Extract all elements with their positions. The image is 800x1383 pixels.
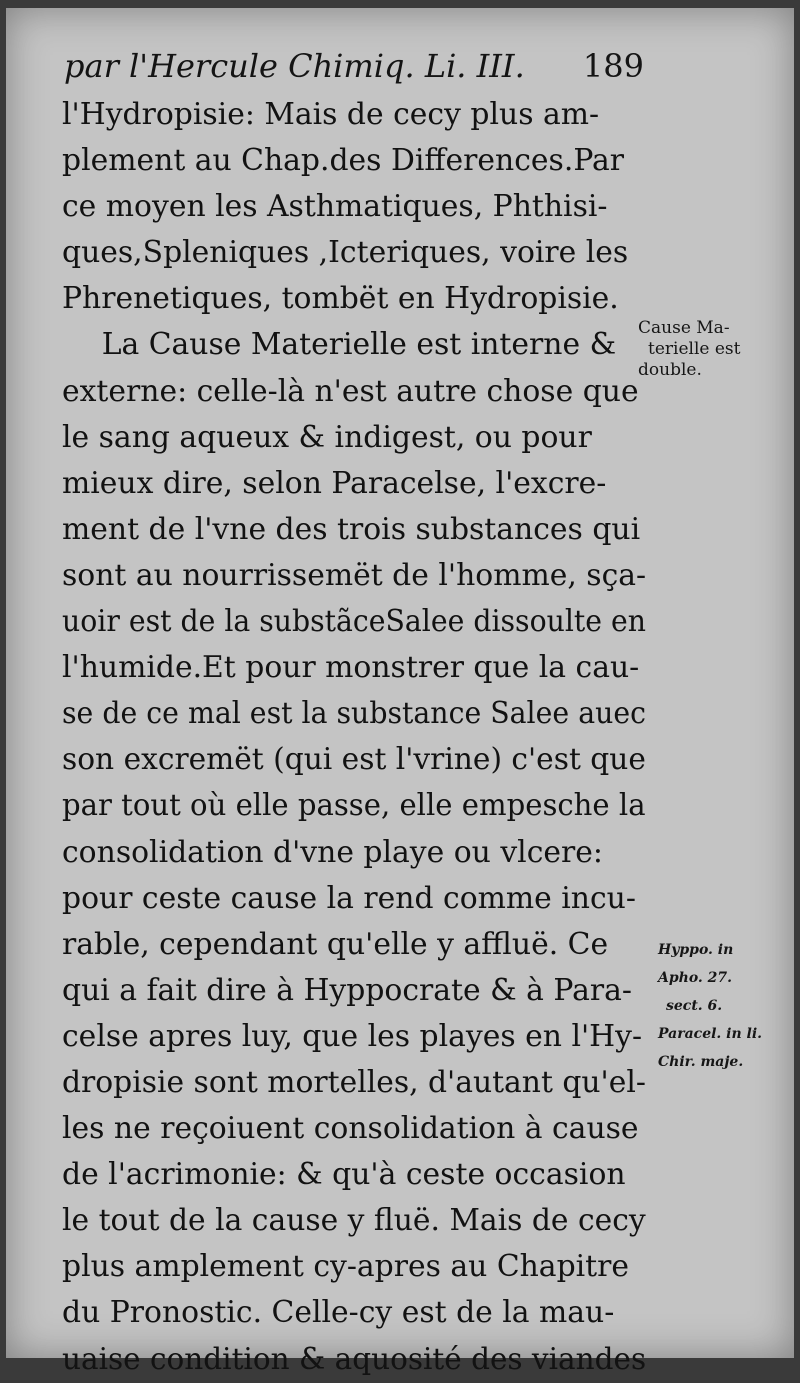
main-text (62, 92, 650, 1383)
margin-note-hyppocrate (658, 936, 793, 1076)
text-line: ce moyen les Asthmatiques, Phthisi- (62, 189, 608, 225)
text-line: les ne reçoiuent consolidation à cause (62, 1111, 639, 1147)
text-line: ment de l'vne des trois substances qui (62, 511, 641, 547)
text-line: sont au nourrissemët de l'homme, sça- (62, 557, 647, 593)
text-line: pour ceste cause la rend comme incu- (62, 880, 636, 916)
text-line: l'humide.Et pour monstrer que la cau- (62, 650, 640, 686)
text-line: plus amplement cy-apres au Chapitre (62, 1249, 630, 1285)
text-line: Phrenetiques, tombët en Hydropisie. (62, 281, 619, 317)
margin-note-cause (638, 318, 788, 381)
margin-note-line: Apho. 27. (658, 970, 733, 986)
text-line: plement au Chap.des Differences.Par (62, 143, 625, 179)
text-line: celse apres luy, que les playes en l'Hy- (62, 1018, 643, 1054)
margin-note-line: sect. 6. (666, 998, 723, 1014)
margin-note-line: double. (638, 360, 702, 380)
text-line: mieux dire, selon Paracelse, l'excre- (62, 465, 607, 501)
text-line: le sang aqueux & indigest, ou pour (62, 419, 592, 455)
text-line: ques,Spleniques ,Icteriques, voire les (62, 235, 629, 271)
margin-note-line: terielle est (648, 339, 741, 359)
text-line: l'Hydropisie: Mais de cecy plus am- (62, 97, 600, 132)
text-line: dropisie sont mortelles, d'autant qu'el- (62, 1064, 646, 1100)
text-line: externe: celle-là n'est autre chose que (62, 373, 639, 409)
margin-note-line: Cause Ma- (638, 318, 730, 338)
margin-note-line: Hyppo. in (658, 942, 734, 958)
running-title: par l'Hercule Chimiq. Li. III. (64, 47, 525, 85)
text-line: se de ce mal est la substance Salee auec (62, 696, 647, 732)
running-header (64, 46, 644, 86)
text-line: de l'acrimonie: & qu'à ceste occasion (62, 1157, 626, 1193)
text-line: du Pronostic. Celle-cy est de la mau- (62, 1295, 615, 1331)
text-line: qui a fait dire à Hyppocrate & à Para- (62, 972, 632, 1008)
text-line: La Cause Materielle est interne & (101, 327, 617, 363)
margin-note-line: Paracel. in li. (658, 1026, 763, 1042)
text-line: son excremët (qui est l'vrine) c'est que (62, 742, 646, 778)
text-line: consolidation d'vne playe ou vlcere: (62, 834, 603, 870)
book-page (6, 8, 794, 1377)
text-line: rable, cependant qu'elle y affluë. Ce (62, 926, 609, 962)
text-line: par tout où elle passe, elle empesche la (62, 788, 646, 824)
text-line: le tout de la cause y fluë. Mais de cecy (62, 1203, 646, 1239)
text-line: uoir est de la substãceSalee dissoulte en (62, 604, 646, 640)
text-line: uaise condition & aquosité des viandes (62, 1341, 647, 1377)
page-number: 189 (582, 47, 644, 85)
margin-note-line: Chir. maje. (658, 1054, 744, 1070)
